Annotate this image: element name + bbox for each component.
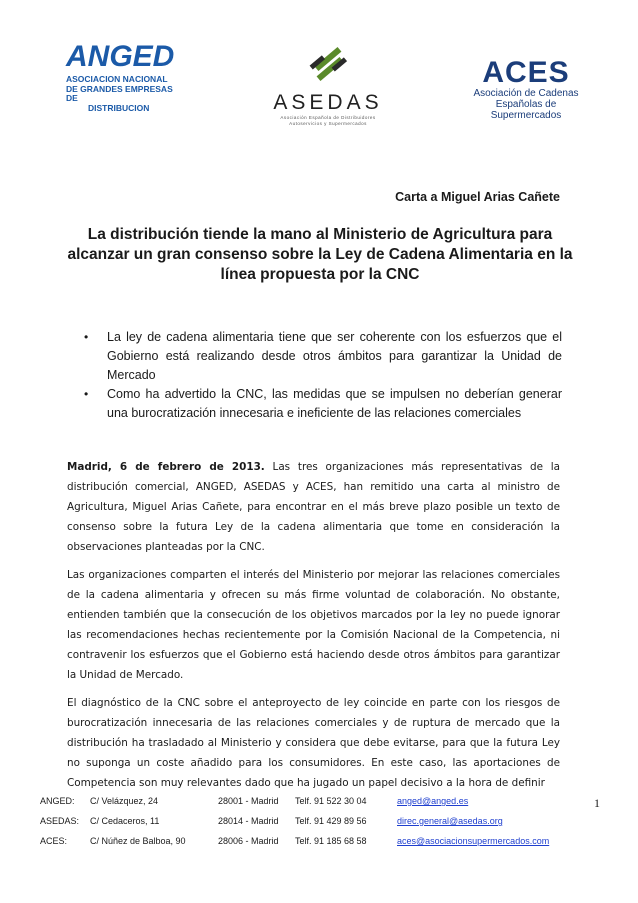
anged-logo-subtitle: ASOCIACION NACIONAL DE GRANDES EMPRESAS DE DISTRIBUCION: [66, 74, 173, 113]
footer-row: ANGED: C/ Velázquez, 24 28001 - Madrid Telf. 91 522 30 04 anged@anged.es 1: [40, 796, 600, 810]
contact-footer: [40, 796, 600, 856]
press-body: [67, 457, 560, 801]
aces-logo-subtitle: Asociación de Cadenas Españolas de Supermercados: [473, 88, 579, 121]
aces-logo-name: ACES: [482, 56, 570, 89]
footer-row: ASEDAS: C/ Cedaceros, 11 28014 - Madrid Telf. 91 429 89 56 direc.general@asedas.org: [40, 816, 503, 826]
footer-row: ACES: C/ Núñez de Balboa, 90 28006 - Madrid Telf. 91 185 68 58 aces@asociacionsupermercados.com: [40, 836, 550, 846]
bullet-icon: •: [84, 387, 89, 401]
list-item: • Como ha advertido la CNC, las medidas que se impulsen no deberían generar una burocratización innecesaria e ineficiente de las relaciones comerciales: [84, 387, 562, 420]
email-link[interactable]: aces@asociacionsupermercados.com: [397, 836, 550, 846]
body-paragraph: Madrid, 6 de febrero de 2013. Las tres organizaciones más representativas de la distribución comercial, ANGED, ASEDAS y ACES, han remitido una carta al ministro de Agricultura, Miguel Arias Cañete, para encontrar en el más breve plazo posible un texto de consenso sobre la futura Ley de la cadena alimentaria que tome en consideración la observaciones planteadas por la CNC.: [67, 461, 560, 553]
bullet-icon: •: [84, 330, 89, 344]
anged-logo: [66, 42, 186, 113]
asedas-logo-name: ASEDAS: [273, 91, 383, 114]
asedas-logo: [258, 42, 398, 127]
press-headline: La distribución tiende la mano al Ministerio de Agricultura para alcanzar un gran consenso sobre la Ley de Cadena Alimentaria en la línea propuesta por la CNC: [67, 226, 573, 283]
email-link[interactable]: direc.general@asedas.org: [397, 816, 503, 826]
asedas-emblem-icon: [303, 42, 353, 84]
body-paragraph: El diagnóstico de la CNC sobre el anteproyecto de ley coincide en parte con los riesgos de burocratización innecesaria de las relaciones comerciales y de ruptura de mercado que la distribución ha trasladado al Ministerio y considera que debe evitarse, para que la futura Ley no suponga un coste añadido para los consumidores. En este caso, las aportaciones de Competencia son muy relevantes dado que ha jugado un papel decisivo a la hora de definir: [67, 697, 560, 789]
letter-recipient: Carta a Miguel Arias Cañete: [395, 190, 560, 204]
page-number: 1: [594, 796, 600, 810]
list-item: • La ley de cadena alimentaria tiene que ser coherente con los esfuerzos que el Gobierno está realizando desde otros ámbitos para garantizar la Unidad de Mercado: [84, 330, 562, 382]
key-points-list: [82, 328, 562, 423]
asedas-logo-subtitle: Asociación Española de Distribuidores Autoservicios y Supermercados: [280, 115, 376, 126]
email-link[interactable]: anged@anged.es: [397, 796, 469, 806]
anged-logo-name: ANGED: [66, 40, 175, 73]
body-paragraph: Las organizaciones comparten el interés del Ministerio por mejorar las relaciones comerciales de la cadena alimentaria y ofrecen su más firme voluntad de colaboración. No obstante, entienden también que la consecución de los objetivos marcados por la ley no puede ignorar las recomendaciones hechas recientemente por la Comisión Nacional de la Competencia, ni contravenir los esfuerzos que el Gobierno está haciendo desde otros ámbitos para garantizar la Unidad de Mercado.: [67, 569, 560, 681]
aces-logo: [466, 58, 586, 121]
dateline: Madrid, 6 de febrero de 2013.: [67, 461, 265, 473]
